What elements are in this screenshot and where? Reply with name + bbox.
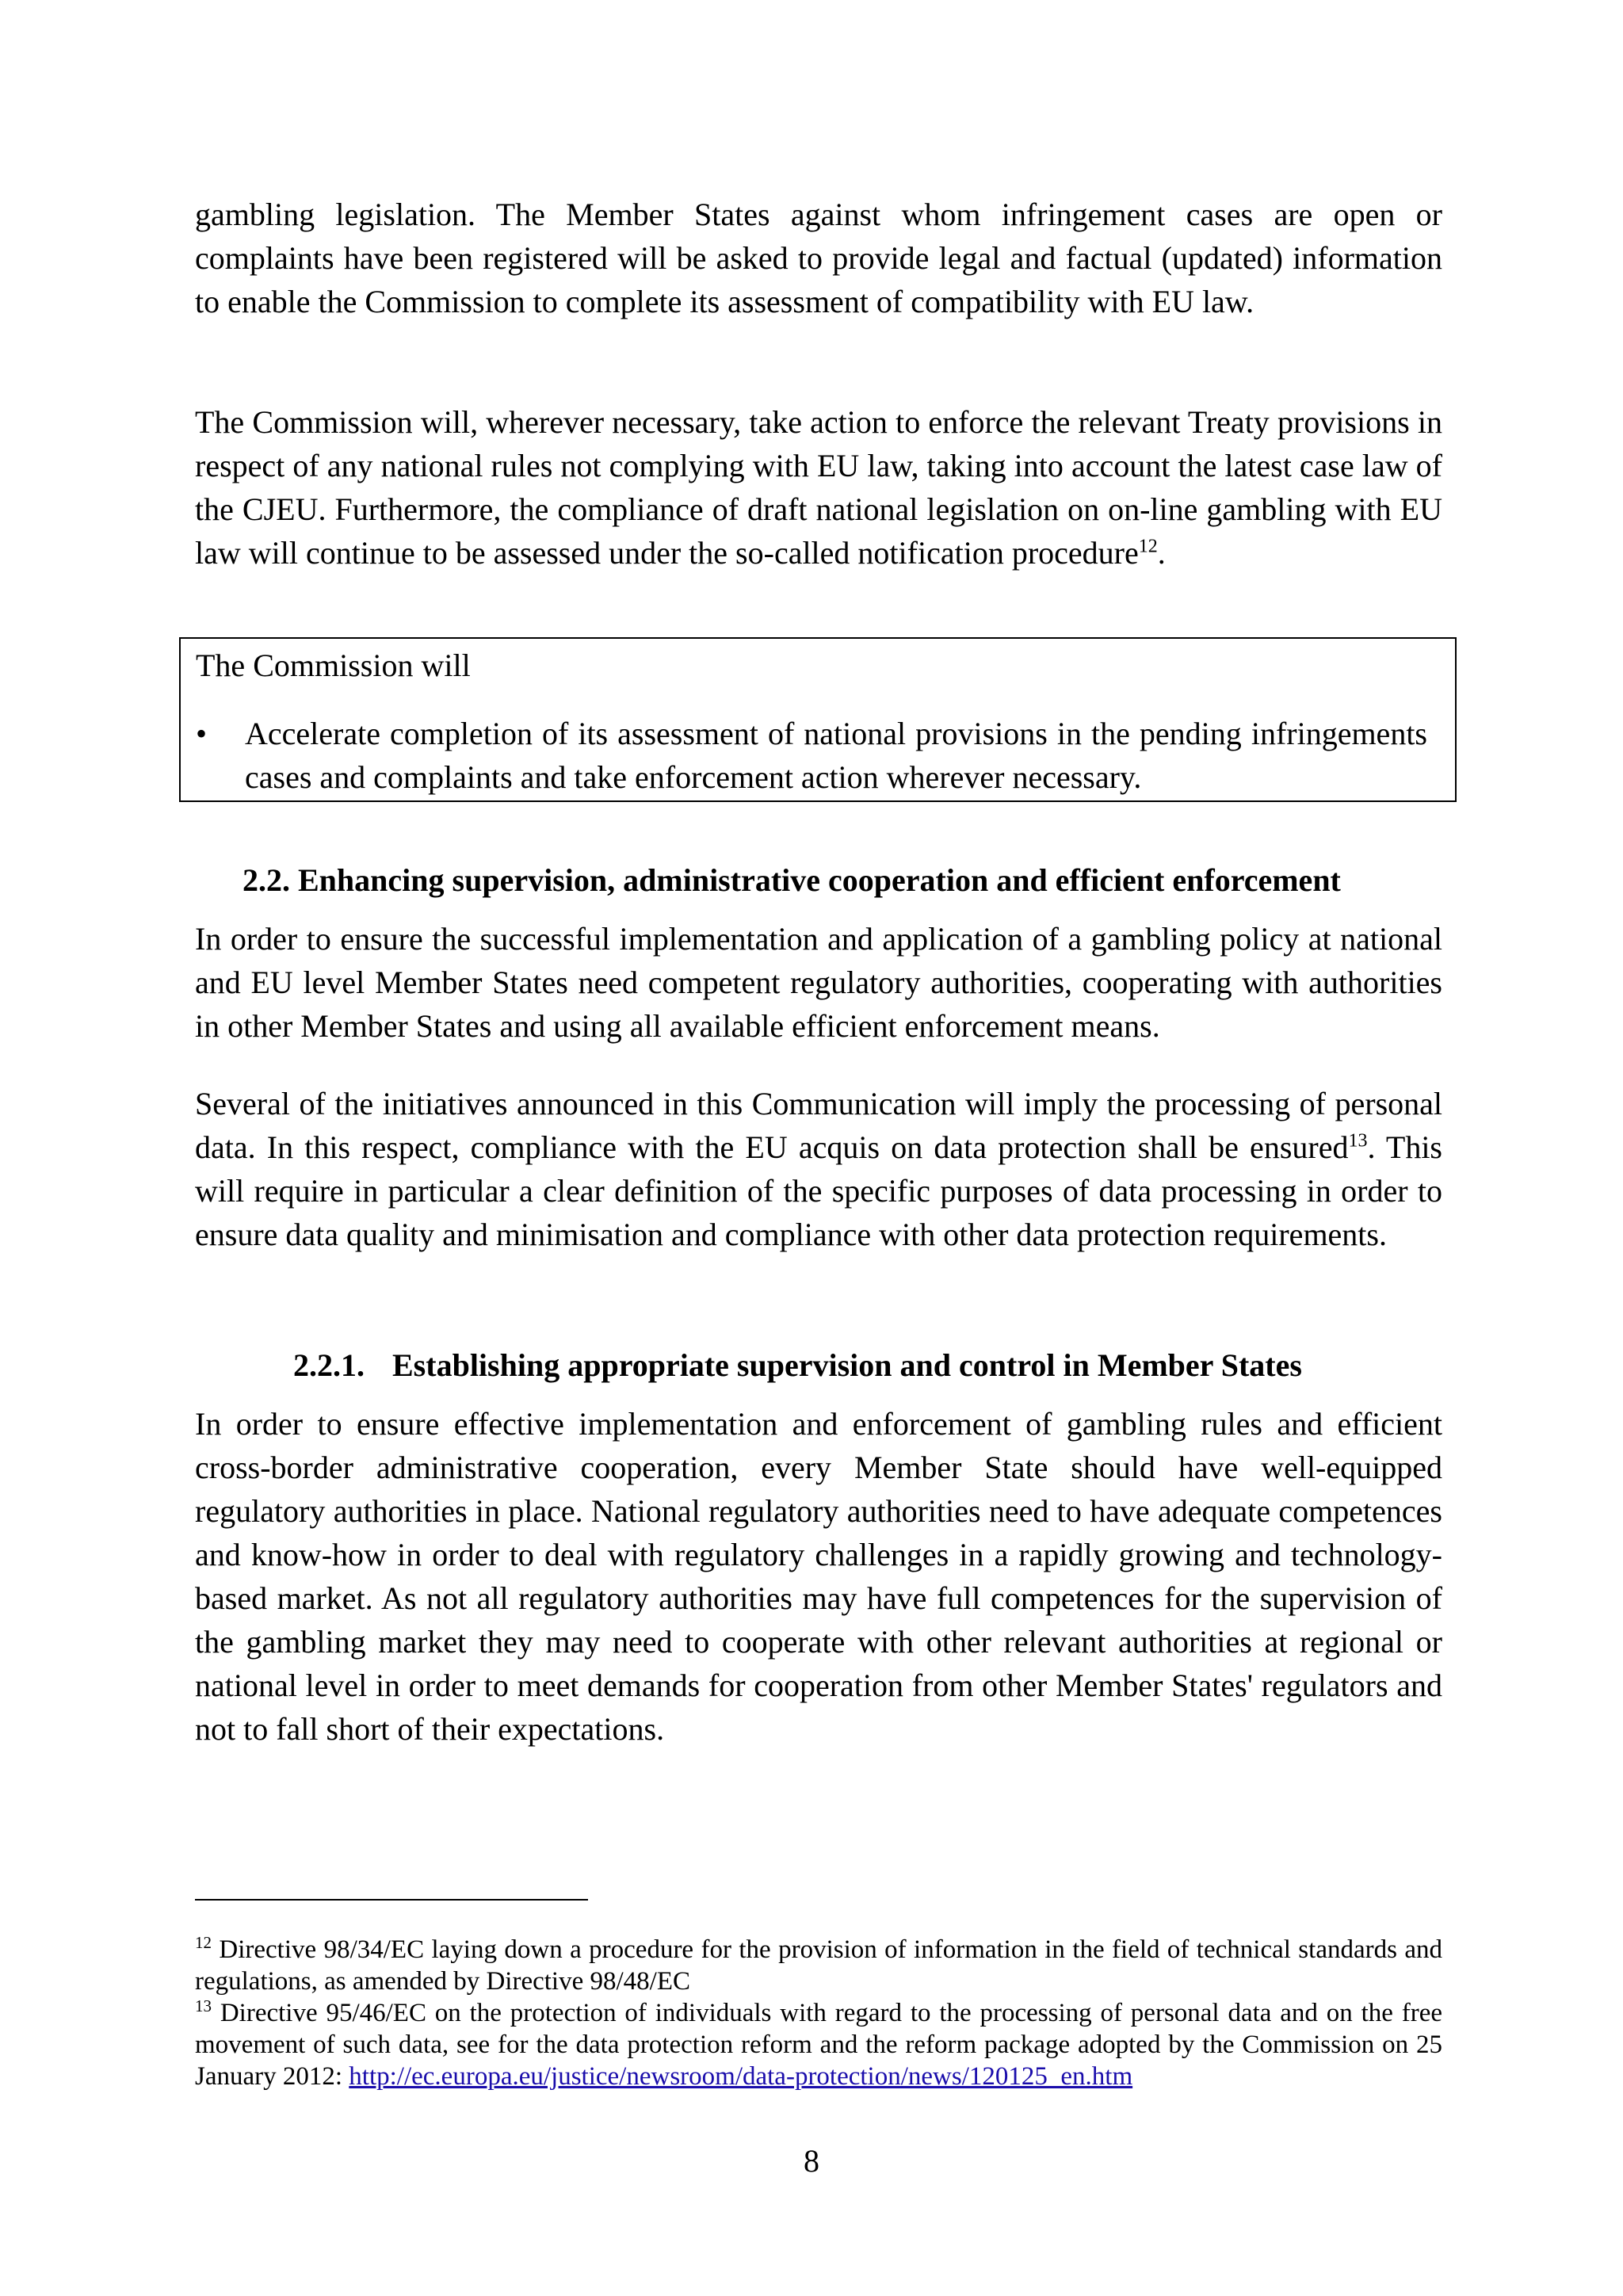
footnote-12 [195,1934,1442,1997]
paragraph-text: In order to ensure effective implementation and enforcement of gambling rules and efficient cross-border administrative cooperation, every Member State should have well-equipped regulatory authorities in place. National regulatory authorities need to have adequate competences and know-how in order to deal with regulatory challenges in a rapidly growing and technology-based market. As not all regulatory authorities may have full competences for the supervision of the gambling market they may need to cooperate with other relevant authorities at regional or national level in order to meet demands for cooperation from other Member States' regulators and not to fall short of their expectations. [195,1406,1442,1747]
footnote-divider [195,1899,588,1901]
paragraph-text: In order to ensure the successful implementation and application of a gambling policy at national and EU level Member States need competent regulatory authorities, cooperating with authorities in other Member States and using all available efficient enforcement means. [195,921,1442,1044]
paragraph-regulatory-authorities [195,917,1442,1048]
footnote-number: 12 [195,1933,212,1952]
paragraph-text: gambling legislation. The Member States against whom infringement cases are open or complaints have been registered will be asked to provide legal and factual (updated) information to enable the Commission to complete its assessment of compatibility with EU law. [195,197,1442,319]
paragraph-text-end: . This will require in particular a clear definition of the specific purposes of data processing in order to ensure data quality and minimisation and compliance with other data protection requirements. [195,1129,1442,1252]
footnote-ref-12[interactable]: 12 [1138,536,1158,557]
box-list-item: Accelerate completion of its assessment of national provisions in the pending infringements cases and complaints and take enforcement action wherever necessary. [245,716,1427,795]
paragraph-data-protection [195,1082,1442,1256]
paragraph-text-main: The Commission will, wherever necessary, take action to enforce the relevant Treaty provisions in respect of any national rules not complying with EU law, taking into account the latest case law of the CJEU. Furthermore, the compliance of draft national legislation on on-line gambling with EU law will continue to be assessed under the so-called notification procedure [195,404,1442,571]
section-title: Establishing appropriate supervision and control in Member States [392,1347,1302,1383]
bullet-icon: • [196,716,208,751]
section-title: Enhancing supervision, administrative cooperation and efficient enforcement [298,862,1341,898]
footnote-text: Directive 95/46/EC on the protection of individuals with regard to the processing of personal data and on the free movement of such data, see for the data protection reform and the reform package adopted by the Commission on 25 January 2012: [195,1999,1442,2091]
paragraph-text [195,400,1442,575]
paragraph-text-main: Several of the initiatives announced in this Communication will imply the processing of personal data. In this respect, compliance with the EU acquis on data protection shall be ensured [195,1086,1442,1165]
paragraph-text-end: . [1157,535,1166,571]
paragraph-infringement-cases [195,193,1442,323]
section-number: 2.2. [242,862,290,898]
section-heading-2-2-1 [293,1343,1302,1387]
section-heading-2-2 [242,858,1341,902]
footnote-13 [195,1997,1442,2092]
box-title: The Commission will [196,648,471,683]
footnote-number: 13 [195,1996,212,2015]
section-number: 2.2.1. [293,1347,365,1383]
paragraph-supervision-control [195,1402,1442,1751]
data-protection-news-link[interactable]: http://ec.europa.eu/justice/newsroom/data-protection/news/120125_en.htm [349,2062,1133,2091]
commission-action-box [179,637,1457,802]
footnote-text: Directive 98/34/EC laying down a procedure for the provision of information in the field of technical standards and regulations, as amended by Directive 98/48/EC [195,1935,1442,1996]
page-number: 8 [804,2143,819,2179]
footnotes [195,1934,1442,2092]
paragraph-text [195,1082,1442,1256]
footnote-ref-13[interactable]: 13 [1348,1130,1368,1152]
paragraph-enforcement-action [195,400,1442,575]
